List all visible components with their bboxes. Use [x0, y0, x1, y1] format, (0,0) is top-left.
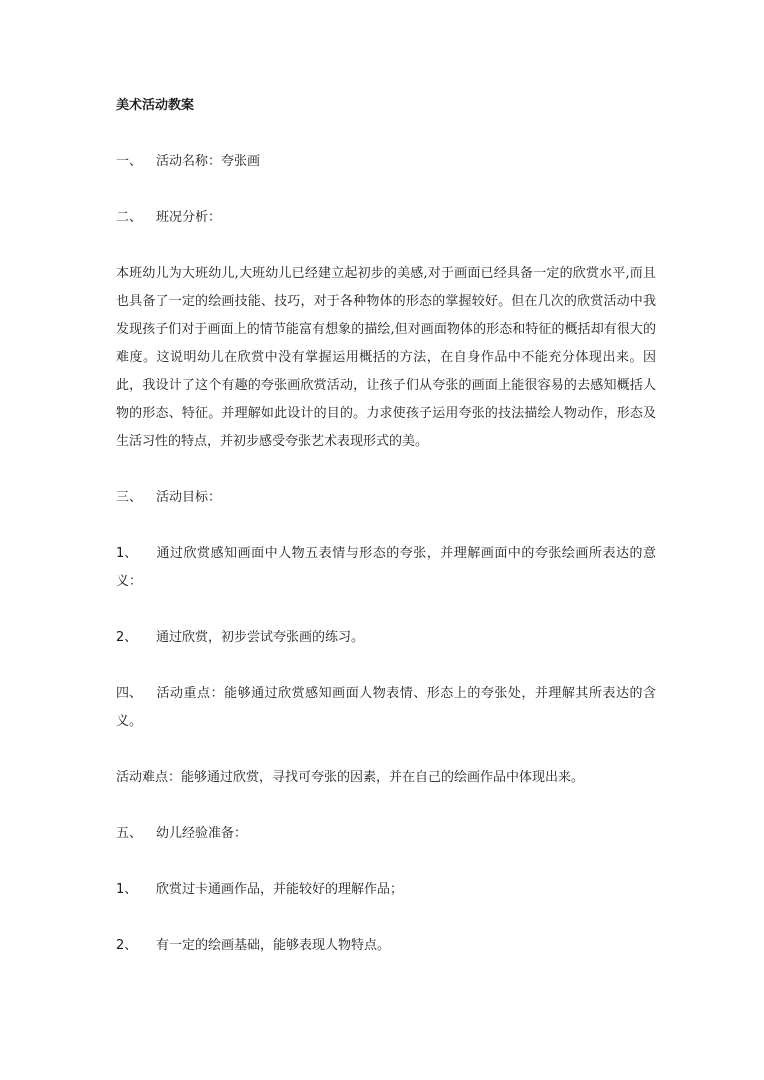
section-number: 三、 [116, 490, 143, 505]
prep-item-2 [116, 932, 390, 960]
goal-item-1 [116, 540, 656, 596]
prep-text: 有一定的绘画基础，能够表现人物特点。 [156, 938, 391, 953]
section-class-analysis [116, 204, 221, 232]
goal-item-2 [116, 624, 364, 652]
prep-text: 欣赏过卡通画作品，并能较好的理解作品； [156, 882, 404, 897]
prep-item-1 [116, 876, 403, 904]
document-title: 美术活动教案 [116, 98, 195, 113]
section-number: 五、 [116, 826, 143, 841]
prep-number: 1、 [116, 882, 138, 897]
section-text: 班况分析： [156, 210, 222, 225]
goal-number: 2、 [116, 630, 138, 645]
section-activity-focus [116, 680, 656, 736]
section-activity-goals [116, 484, 221, 512]
goal-text: 通过欣赏感知画面中人物五表情与形态的夸张，并理解画面中的夸张绘画所表达的意义： [116, 546, 656, 589]
section-activity-name [116, 148, 260, 176]
section-number: 一、 [116, 154, 143, 169]
goal-text: 通过欣赏，初步尝试夸张画的练习。 [156, 630, 365, 645]
section-text: 幼儿经验准备： [156, 826, 248, 841]
section-number: 二、 [116, 210, 143, 225]
goal-number: 1、 [116, 546, 138, 561]
section-experience-prep [116, 820, 247, 848]
analysis-paragraph: 本班幼儿为大班幼儿,大班幼儿已经建立起初步的美感,对于画面已经具备一定的欣赏水平,而且也具备了一定的绘画技能、技巧，对于各种物体的形态的掌握较好。但在几次的欣赏活动中我发现孩子们对于画面上的情节能富有想象的描绘,但对画面物体的形态和特征的概括却有很大的难度。这说明幼儿在欣赏中没有掌握运用概括的方法，在自身作品中不能充分体现出来。因此，我设计了这个有趣的夸张画欣赏活动，让孩子们从夸张的画面上能很容易的去感知概括人物的形态、特征。并理解如此设计的目的。力求使孩子运用夸张的技法描绘人物动作，形态及生活习性的特点，并初步感受夸张艺术表现形式的美。 [116, 266, 656, 449]
prep-number: 2、 [116, 938, 138, 953]
activity-difficulty: 活动难点：能够通过欣赏，寻找可夸张的因素，并在自己的绘画作品中体现出来。 [116, 770, 585, 785]
section-text: 活动目标： [156, 490, 222, 505]
section-number: 四、 [116, 686, 143, 701]
section-text: 活动重点：能够通过欣赏感知画面人物表情、形态上的夸张处，并理解其所表达的含义。 [116, 686, 656, 729]
section-text: 活动名称：夸张画 [156, 154, 261, 169]
